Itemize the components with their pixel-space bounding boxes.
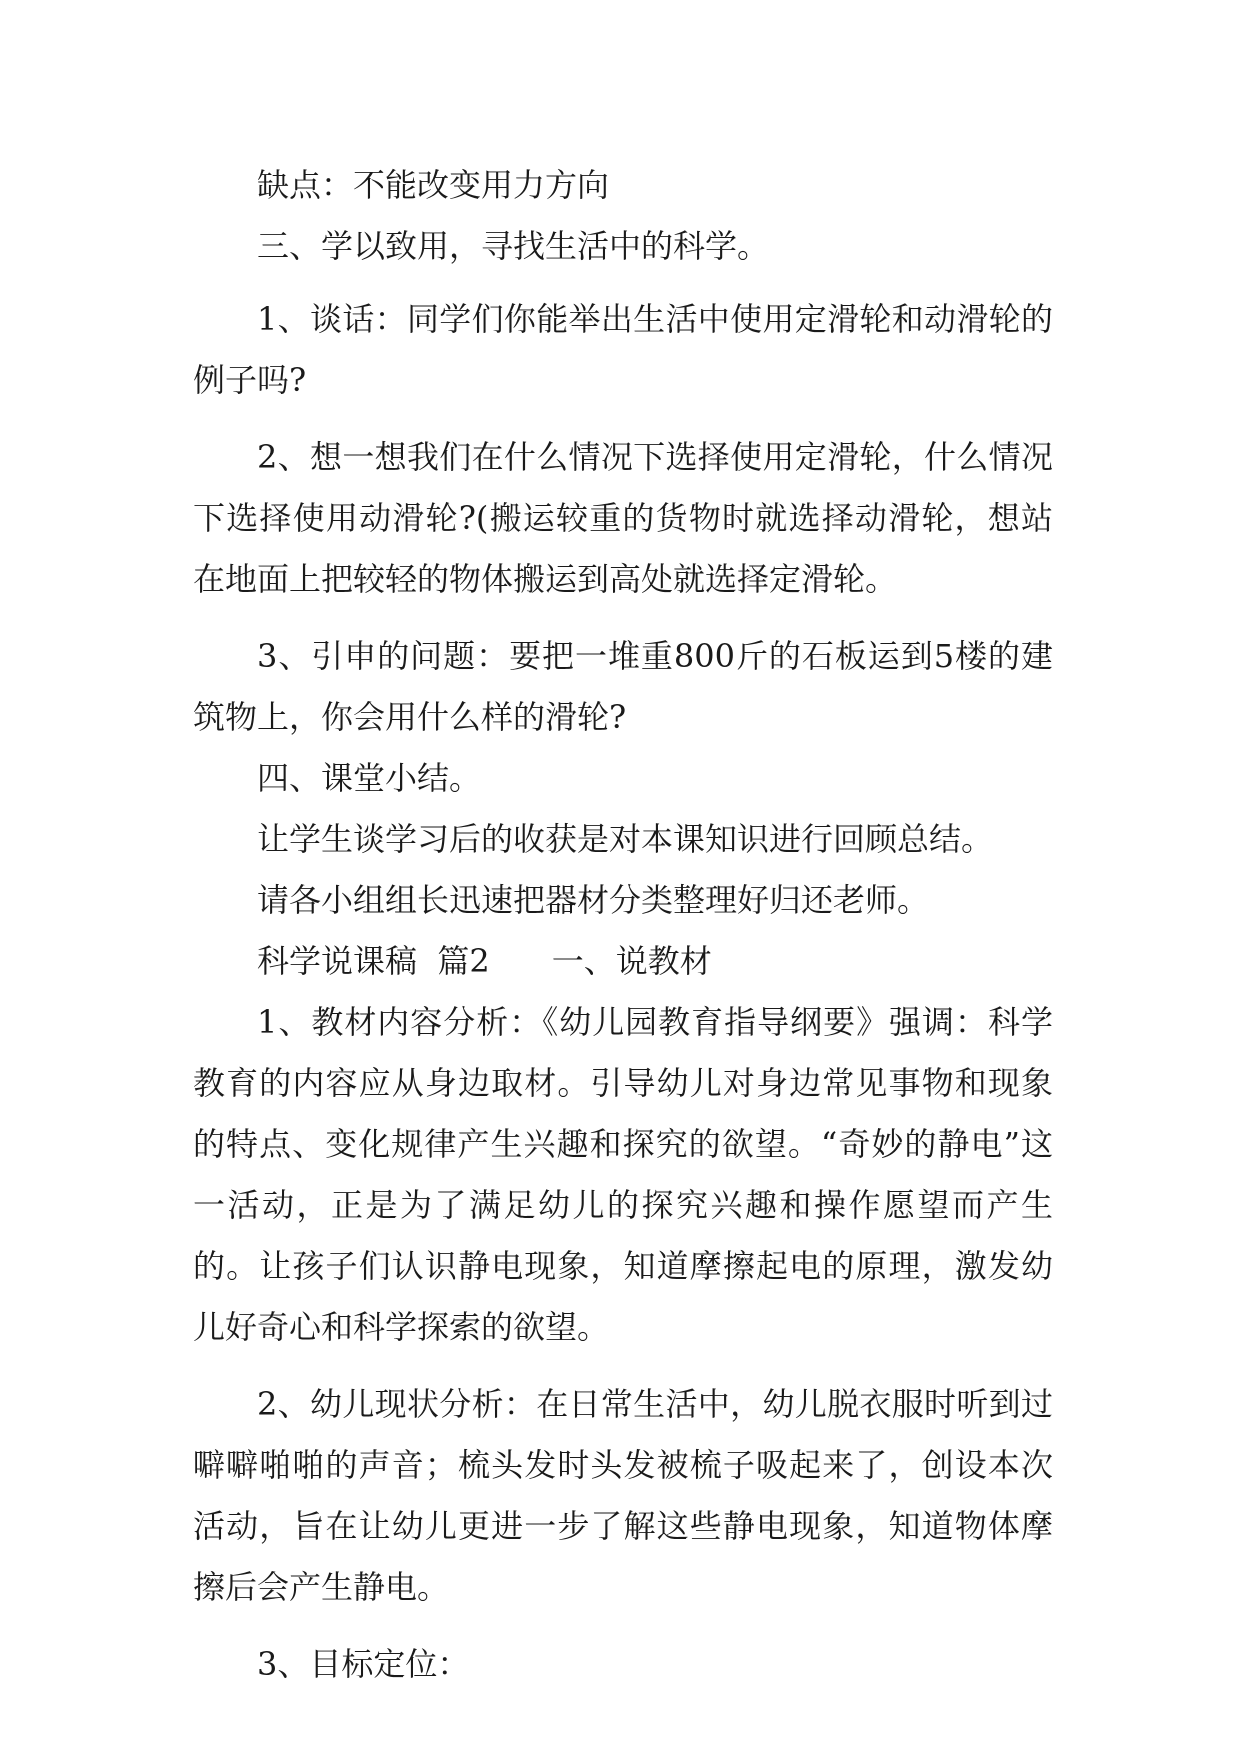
paragraph-disadvantage: 缺点：不能改变用力方向 (257, 166, 610, 204)
paragraph-talk: 1、谈话：同学们你能举出生活中使用定滑轮和动滑轮的例子吗? (193, 300, 1053, 399)
document-body (193, 155, 1053, 1695)
paragraph-summary: 让学生谈学习后的收获是对本课知识进行回顾总结。 (257, 820, 994, 858)
paragraph-section-four: 四、课堂小结。 (257, 759, 482, 797)
section-title: 科学说课稿 篇2 (257, 942, 490, 980)
paragraph-children-analysis: 2、幼儿现状分析：在日常生活中，幼儿脱衣服时听到过噼噼啪啪的声音；梳头发时头发被梳子吸起来了，创设本次活动，旨在让幼儿更进一步了解这些静电现象，知道物体摩擦后会产生静电。 (193, 1385, 1053, 1606)
paragraph-tidy-up: 请各小组组长迅速把器材分类整理好归还老师。 (257, 881, 930, 919)
paragraph-material-analysis: 1、教材内容分析：《幼儿园教育指导纲要》强调：科学教育的内容应从身边取材。引导幼儿对身边常见事物和现象的特点、变化规律产生兴趣和探究的欲望。“奇妙的静电”这一活动，正是为了满足幼儿的探究兴趣和操作愿望而产生的。让孩子们认识静电现象，知道摩擦起电的原理，激发幼儿好奇心和科学探索的欲望。 (193, 1003, 1053, 1346)
paragraph-question: 3、引申的问题：要把一堆重800斤的石板运到5楼的建筑物上，你会用什么样的滑轮? (193, 637, 1053, 736)
section-heading (193, 931, 1053, 992)
paragraph-section-three: 三、学以致用，寻找生活中的科学。 (257, 227, 770, 265)
paragraph-think: 2、想一想我们在什么情况下选择使用定滑轮，什么情况下选择使用动滑轮?(搬运较重的货物时就选择动滑轮，想站在地面上把较轻的物体搬运到高处就选择定滑轮。 (193, 438, 1053, 598)
section-subtitle: 一、说教材 (551, 942, 712, 980)
paragraph-goal: 3、目标定位： (257, 1645, 470, 1683)
